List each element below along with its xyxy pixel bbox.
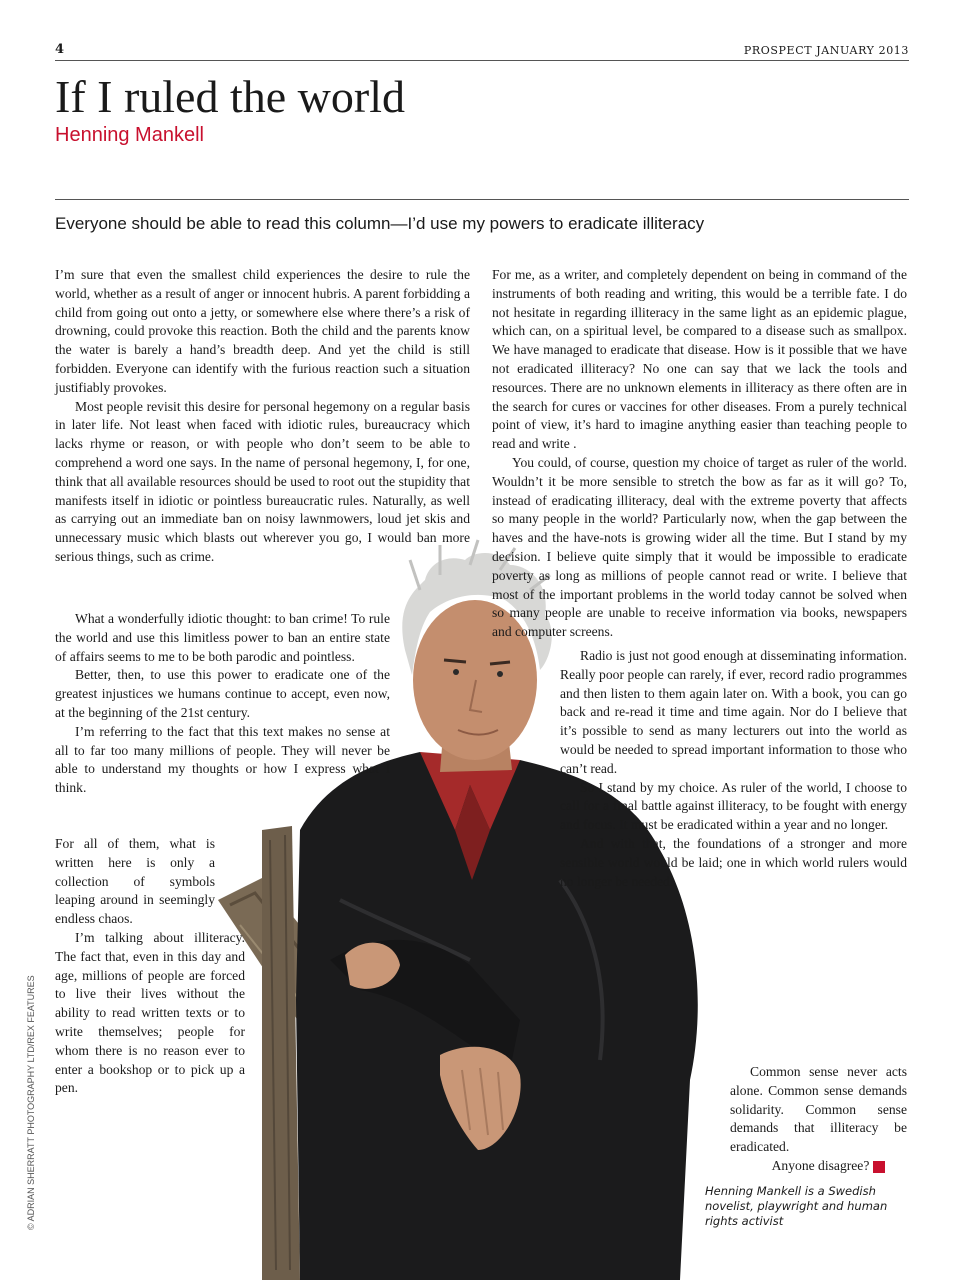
paragraph: Radio is just not good enough at disseminating information. Really poor people can rarely, if ever, record radio programmes and then listen to them again later on. With a book, you can go back and re-read it time and time again. Nor do I believe that it’s possible to send as many lecturers out into the world as would be needed to spread important information to those who can’t read. — [560, 648, 907, 776]
column-c — [55, 610, 390, 798]
prospect-end-mark: P — [873, 1161, 885, 1173]
paragraph: I’m sure that even the smallest child experiences the desire to rule the world, whether as a result of anger or innocent hubris. A parent forbidding a child from going out onto a jetty, or somewhere else where there’s a risk of drowning, could provoke this reaction. Both the child and the parents know the water is barely a hand’s breadth deep. And yet the child is still forbidden. Everyone can identify with the furious reaction such a situation justifiably provokes. — [55, 267, 470, 395]
paragraph: And with that, the foundations of a stronger and more sensible world would be laid; one in which world rulers would no longer be needed. — [560, 835, 907, 889]
paragraph: Better, then, to use this power to eradicate one of the greatest injustices we humans continue to accept, even now, at the beginning of the 21st century. — [55, 667, 390, 720]
byline: Henning Mankell — [55, 124, 204, 146]
paragraph: For me, as a writer, and completely dependent on being in command of the instruments of both reading and writing, this would be a terrible fate. I do not hesitate in regarding illiteracy in the same light as an epidemic plague, which can, on a spiritual level, be compared to a disease such as smallpox. We have managed to eradicate that disease. How is it possible that we have not eradicated illiteracy? No one can say that we lack the tools and resources. There are no unknown elements in illiteracy as there often are in the search for cures or vaccines for other diseases. From a purely technical point of view, it’s hard to imagine anything easier than teaching people to read and write . — [492, 267, 907, 452]
author-bio: Henning Mankell is a Swedish novelist, playwright and human rights activist — [705, 1184, 888, 1228]
column-a — [55, 266, 470, 567]
column-g — [560, 647, 907, 891]
paragraph: So I stand by my choice. As ruler of the world, I choose to call for a final battle against illiteracy, to be fought with energy and focus. It must be eradicated within a year and no longer. — [560, 779, 907, 833]
fence-post — [262, 826, 300, 1280]
paragraph: Most people revisit this desire for personal hegemony on a regular basis in later life. Not least when faced with idiotic rules, bureaucracy which lacks rhyme or reason, or with people who don’t seem to be able to comprehend a word one says. In the name of personal hegemony, I, for one, think that all available resources should be used to root out the stupidity that manifests itself in idiotic or pointless bureaucratic rules. Naturally, as well as carrying out an immediate ban on noisy lawnmowers, loud jet skis and unnecessary music which blasts out wherever you go, I would ban more serious things, such as crime. — [55, 398, 470, 564]
paragraph: You could, of course, question my choice of target as ruler of the world. Wouldn’t it be more sensible to stretch the bow as far as it will go? To, instead of eradicating illiteracy, deal with the extreme poverty that affects so many people in the world? Particularly now, when the gap between the haves and the have-nots is growing wider all the time. But I stand by my decision. I believe quite simply that it would be impossible to eradicate poverty as long as millions of people cannot read or write. I believe that most of the important problems in the world today cannot be solved when so many people are unable to receive information via books, newspapers and computer screens. — [492, 454, 907, 640]
paragraph: What a wonderfully idiotic thought: to ban crime! To rule the world and use this limitless power to ban an entire state of affairs seems to me to be both parodic and pointless. — [55, 611, 390, 664]
page-number: 4 — [55, 42, 65, 57]
photo-credit: © ADRIAN SHERRATT PHOTOGRAPHY LTD/REX FEATURES — [26, 975, 36, 1230]
paragraph: I’m talking about illiteracy. The fact that, even in this day and age, millions of people are forced to live their lives without the ability to read written texts or to write themselves; people for whom there is no reason ever to enter a bookshop or to pick up a pen. — [55, 930, 245, 1096]
column-d — [55, 835, 215, 929]
column-h — [730, 1063, 907, 1176]
paragraph: I’m referring to the fact that this text makes no sense at all to far too many millions of people. They will never be able to understand my thoughts or how I express what I think. — [55, 723, 390, 796]
closing-question: Anyone disagree? — [771, 1157, 870, 1173]
closing-line — [730, 1157, 907, 1176]
standfirst: Everyone should be able to read this column—I’d use my powers to eradicate illiteracy — [55, 214, 705, 233]
issue-label: PROSPECT JANUARY 2013 — [743, 44, 909, 57]
column-b — [492, 266, 907, 642]
article-title: If I ruled the world — [55, 71, 405, 122]
paragraph: Common sense never acts alone. Common sense demands solidarity. Common sense demands that illiteracy be eradicated. — [730, 1064, 907, 1155]
column-e — [55, 929, 245, 1098]
paragraph: For all of them, what is written here is only a collection of symbols leaping around in seemingly endless chaos. — [55, 836, 215, 927]
